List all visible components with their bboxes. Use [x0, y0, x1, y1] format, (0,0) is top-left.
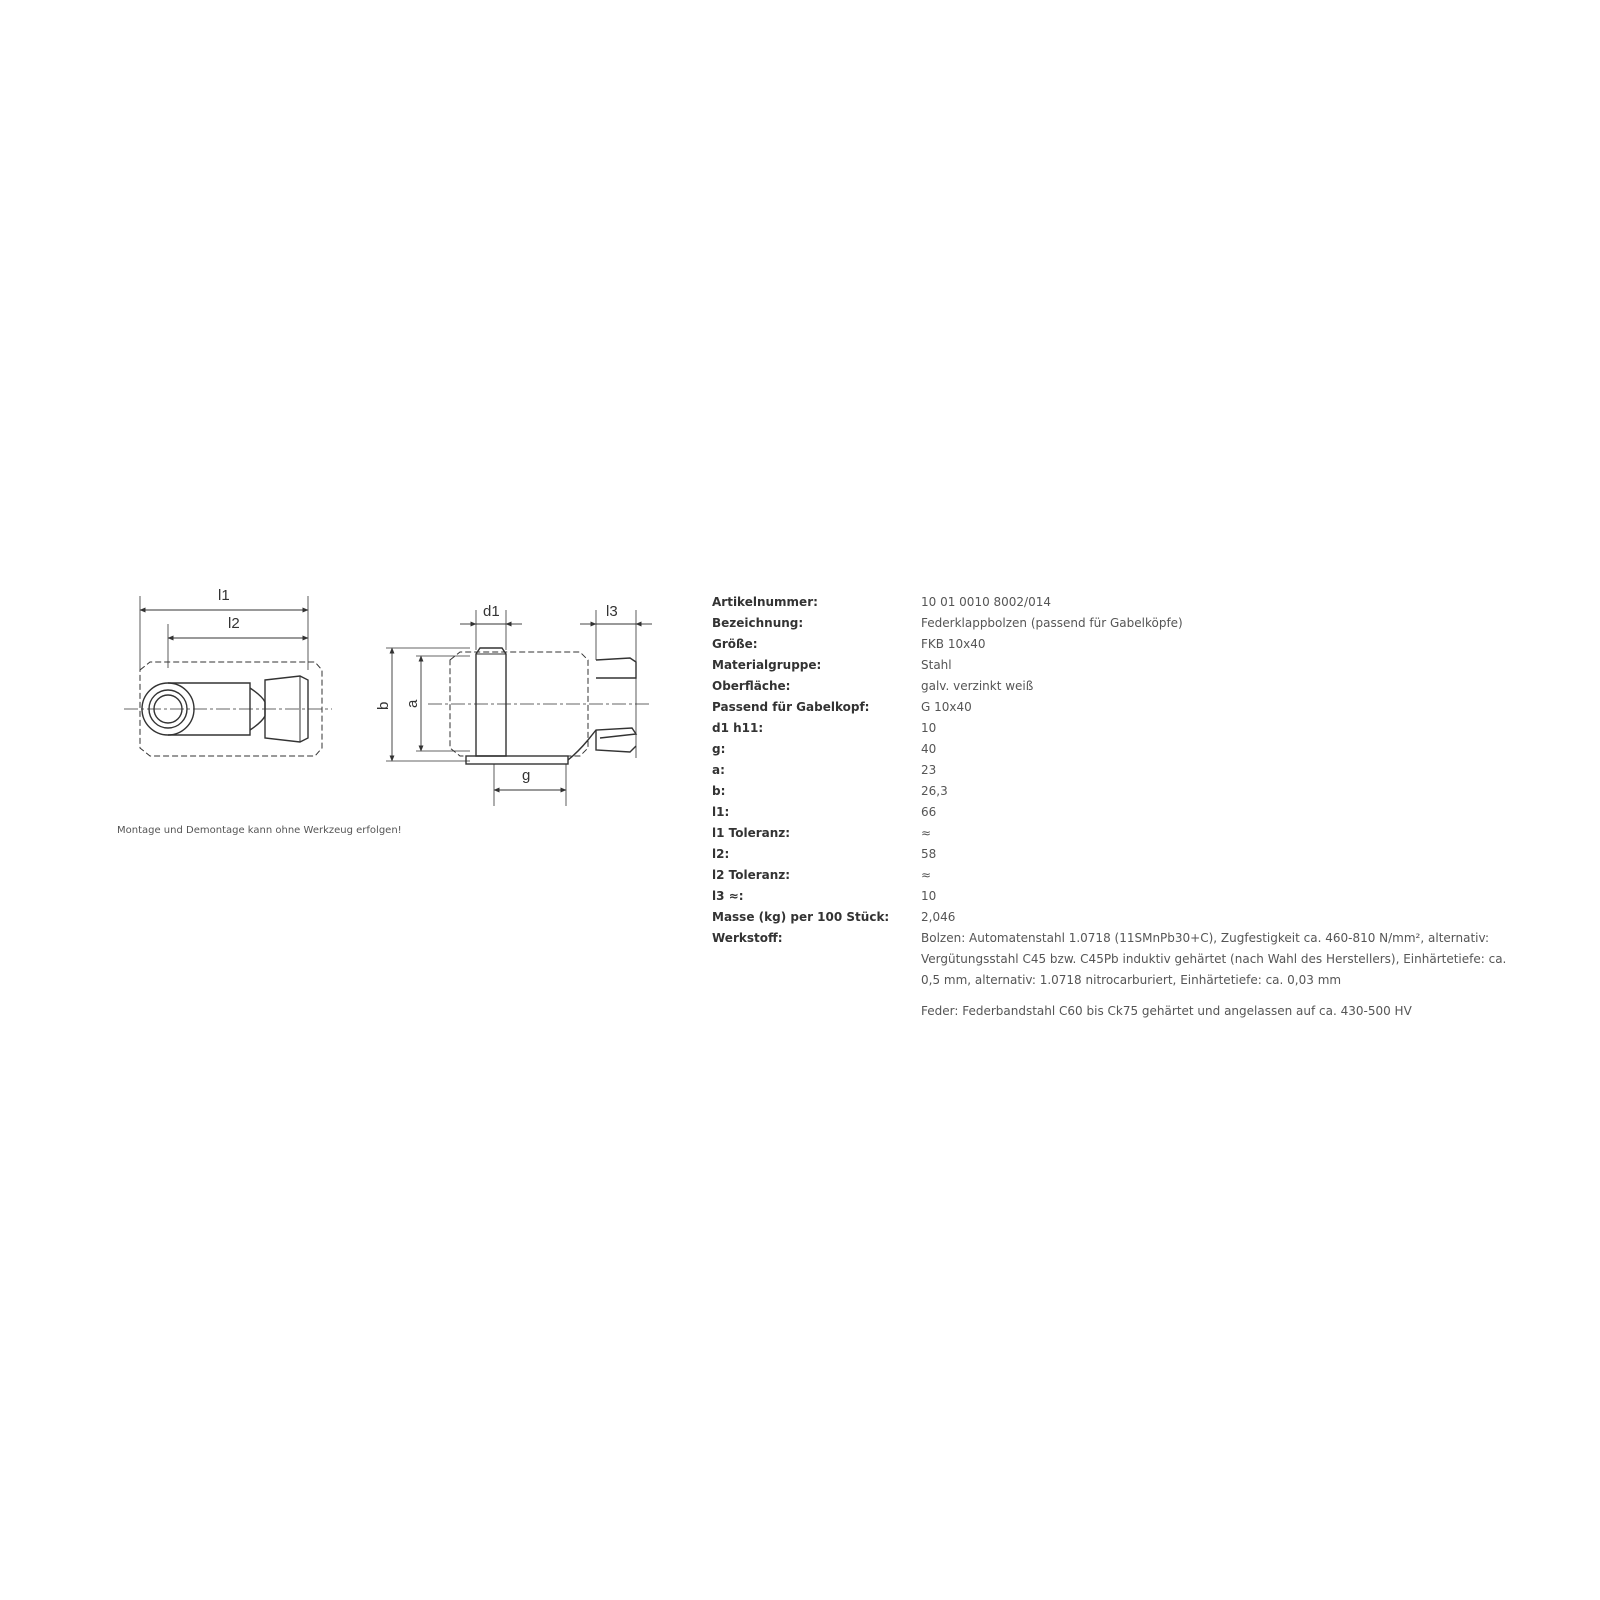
spec-row-l2-toleranz	[712, 865, 1512, 886]
spec-label: l3 ≈:	[712, 889, 744, 903]
spec-value: 23	[921, 763, 937, 777]
spec-row-l3	[712, 886, 1512, 907]
spec-value: FKB 10x40	[921, 637, 986, 651]
spec-value: 40	[921, 742, 937, 756]
spec-row-artikelnummer	[712, 592, 1512, 613]
dim-label-l1: l1	[218, 587, 230, 604]
spec-value: 10	[921, 889, 937, 903]
spec-value: 10 01 0010 8002/014	[921, 595, 1052, 609]
spec-value: 66	[921, 805, 937, 819]
spec-value-werkstoff	[921, 928, 1512, 1022]
dim-label-l3: l3	[606, 603, 618, 620]
spec-row-groesse	[712, 634, 1512, 655]
spec-label: Größe:	[712, 637, 758, 651]
spec-row-g	[712, 739, 1512, 760]
spec-row-l1-toleranz	[712, 823, 1512, 844]
spec-value: 58	[921, 847, 937, 861]
spec-label: d1 h11:	[712, 721, 764, 735]
drawing-caption: Montage und Demontage kann ohne Werkzeug erfolgen!	[117, 825, 402, 836]
spec-row-materialgruppe	[712, 655, 1512, 676]
dim-label-d1: d1	[483, 603, 500, 620]
spec-label: l1 Toleranz:	[712, 826, 791, 840]
spec-row-l2	[712, 844, 1512, 865]
spec-row-gabelkopf	[712, 697, 1512, 718]
spec-row-d1	[712, 718, 1512, 739]
spec-table	[712, 592, 1512, 1022]
spec-label: Werkstoff:	[712, 931, 783, 945]
spec-label: Masse (kg) per 100 Stück:	[712, 910, 890, 924]
spec-row-b	[712, 781, 1512, 802]
spec-value: G 10x40	[921, 700, 972, 714]
spec-row-l1	[712, 802, 1512, 823]
spec-label: Oberfläche:	[712, 679, 791, 693]
spec-label: l2:	[712, 847, 730, 861]
spec-row-oberflaeche	[712, 676, 1512, 697]
spec-label: b:	[712, 784, 726, 798]
werkstoff-bolzen-text: Bolzen: Automatenstahl 1.0718 (11SMnPb30+C), Zugfestigkeit ca. 460-810 N/mm², alternativ: Vergütungsstahl C45 bzw. C45Pb induktiv gehärtet (nach Wahl des Herstellers), Einhärtetiefe: ca. 0,5 mm, alternativ: 1.0718 nitrocarburiert, Einhärtetiefe: ca. 0,03 mm	[921, 931, 1507, 987]
dim-label-a: a	[404, 699, 421, 708]
dim-label-g: g	[522, 767, 531, 784]
spec-label: Artikelnummer:	[712, 595, 818, 609]
spec-label: l1:	[712, 805, 730, 819]
dim-label-l2: l2	[228, 615, 240, 632]
spec-label: a:	[712, 763, 725, 777]
drawing-svg	[110, 580, 670, 810]
spec-label: Materialgruppe:	[712, 658, 822, 672]
spec-value: ≈	[921, 826, 932, 840]
spec-value: Federklappbolzen (passend für Gabelköpfe)	[921, 616, 1183, 630]
spec-row-masse	[712, 907, 1512, 928]
front-view	[386, 610, 652, 806]
spec-label: g:	[712, 742, 726, 756]
spec-row-a	[712, 760, 1512, 781]
spec-label: Bezeichnung:	[712, 616, 804, 630]
spec-label: l2 Toleranz:	[712, 868, 791, 882]
technical-drawing	[110, 580, 670, 810]
spec-value: Stahl	[921, 658, 952, 672]
spec-value: 26,3	[921, 784, 948, 798]
werkstoff-feder-text: Feder: Federbandstahl C60 bis Ck75 gehärtet und angelassen auf ca. 430-500 HV	[921, 1004, 1412, 1018]
spec-value: 2,046	[921, 910, 956, 924]
spec-value: 10	[921, 721, 937, 735]
spec-value: galv. verzinkt weiß	[921, 679, 1034, 693]
spec-row-werkstoff	[712, 928, 1512, 1022]
spec-label: Passend für Gabelkopf:	[712, 700, 870, 714]
dim-label-b: b	[375, 701, 392, 710]
spec-value: ≈	[921, 868, 932, 882]
spec-row-bezeichnung	[712, 613, 1512, 634]
